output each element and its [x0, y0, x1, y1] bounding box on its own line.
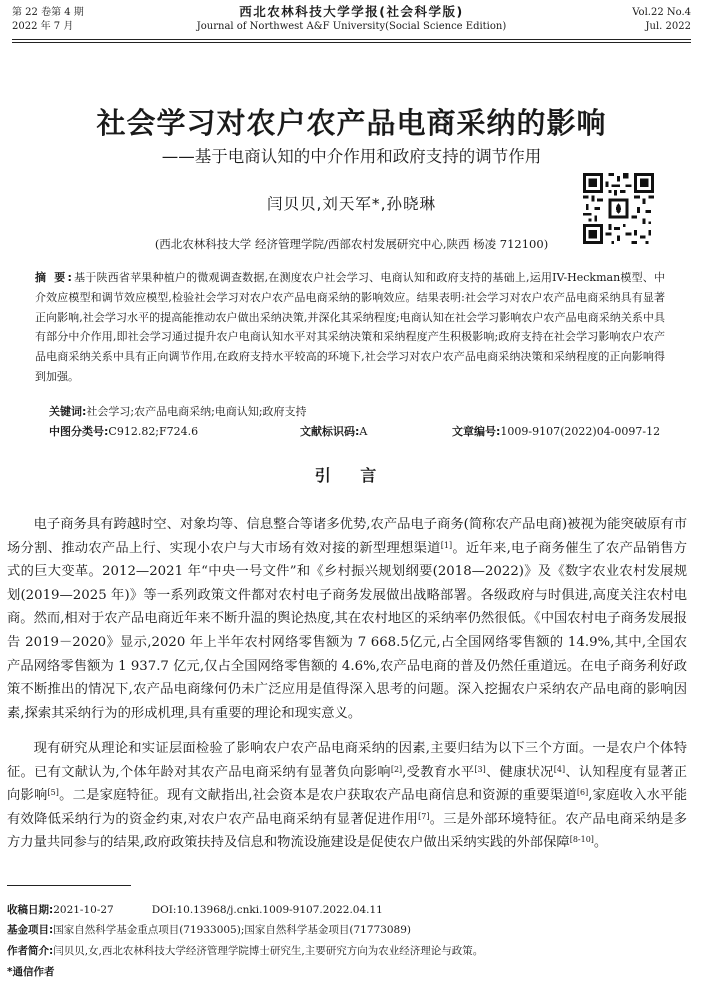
author-affiliation: (西北农林科技大学 经济管理学院/西部农村发展研究中心,陕西 杨凌 712100)	[154, 237, 549, 251]
funding	[7, 923, 697, 938]
received-label: 收稿日期:	[7, 904, 54, 916]
author-bio-value: 闫贝贝,女,西北农林科技大学经济管理学院博士研究生,主要研究方向为农业经济理论与政策。	[53, 945, 484, 957]
section-title: 引 言	[314, 466, 389, 485]
body-text: 、健康状况	[485, 764, 554, 780]
citation: [8-10]	[569, 835, 594, 845]
abstract	[35, 268, 665, 387]
citation: [7]	[418, 811, 430, 821]
doi-value: 10.13968/j.cnki.1009-9107.2022.04.11	[176, 904, 383, 916]
doc-value: A	[359, 425, 368, 438]
abstract-label: 摘 要:	[35, 271, 74, 284]
body-text: 电子商务具有跨越时空、对象均等、信息整合等诸多优势,农产品电子商务(简称农产品电商)被视为能突破原有市场分割、推动农产品上行、实现小农户与大市场有效对接的新型理想渠道	[7, 517, 687, 556]
header-rule-thin	[12, 42, 691, 43]
body-text: ,受教育水平	[402, 764, 475, 780]
citation: [3]	[474, 764, 486, 774]
body-text: 现有研究从理论和实证层面检验了影响农户农产品电商采纳的因素,主要归结为以下三个方面。一是农户个体特征。已有文献认为,个体年龄对其农产品电商采纳有显著负向影响	[7, 741, 687, 780]
article-authors: 闫贝贝,刘天军*,孙晓琳	[266, 195, 437, 213]
article-id-value: 1009-9107(2022)04-0097-12	[500, 425, 661, 438]
journal-name-en: Journal of Northwest A&F University(Social Science Edition)	[196, 21, 507, 32]
abstract-text: 基于陕西省苹果种植户的微观调查数据,在测度农户社会学习、电商认知和政府支持的基础上,运用IV-Heckman模型、中介效应模型和调节效应模型,检验社会学习对农户农产品电商采纳的影响效应。结果表明:社会学习对农户农产品电商采纳具有显著正向影响,社会学习水平的提高能推动农户做出采纳决策,并深化其采纳程度;电商认知在社会学习影响农户农产品电商采纳关系中具有部分中介作用,即社会学习通过提升农户电商认知水平对其采纳决策和采纳程度产生积极影响;政府支持在社会学习影响农户农产品电商采纳关系中具有正向调节作用,在政府支持水平较高的环境下,社会学习对农户农产品电商采纳决策和采纳程度的正向影响得到加强。	[35, 271, 665, 383]
fund-value: 国家自然科学基金重点项目(71933005);国家自然科学基金项目(71773089)	[53, 924, 412, 936]
citation: [4]	[553, 764, 566, 774]
clc-value: C912.82;F724.6	[108, 425, 199, 438]
corresponding-author	[7, 965, 697, 980]
body-paragraph-2	[7, 737, 687, 855]
received-date	[7, 903, 697, 918]
doc-label: 文献标识码:	[300, 425, 360, 438]
issue-info	[12, 6, 84, 34]
body-text: 。近年来,电子商务催生了农产品销售方式的巨大变革。2012—2021 年“中央一号文件”和《乡村振兴规划纲要(2018—2022)》及《数字农业农村发展规划(2019—2025 年)》等一系列政策文件都对农村电子商务发展做出战略部署。各级政府与时俱进,高度关注农村电商。然而,相对于农产品电商近年来不断升温的舆论热度,其在农村地区的采纳率仍然很低。《中国农村电子商务发展报告 2019－2020》显示,2020 年上半年农村网络零售额为 7 668.5亿元,占全国网络零售额的 14.9%,其中,全国农产品网络零售额为 1 937.7 亿元,仅占全国网络零售额的 4.6%,农产品电商的普及仍然任重道远。在电子商务利好政策不断推出的情况下,农产品电商缘何仍未广泛应用是值得深入思考的问题。深入挖掘农户采纳农产品电商的影响因素,探索其采纳行为的形成机理,具有重要的理论和现实意义。	[7, 540, 688, 721]
received-value: 2021-10-27	[53, 904, 114, 916]
corresponding-label: *通信作者	[7, 966, 55, 978]
body-text: 、认知程度有显著正向影响	[7, 764, 688, 804]
body-paragraph-1	[7, 513, 687, 725]
author-bio	[7, 944, 697, 959]
keywords-text: 社会学习;农产品电商采纳;电商认知;政府支持	[86, 405, 307, 418]
body-text: 。二是家庭特征。现有文献指出,社会资本是农户获取农产品电商信息和资源的重要渠道	[58, 788, 577, 804]
citation: [6]	[576, 788, 589, 798]
author-bio-label: 作者简介:	[7, 945, 54, 957]
article-number	[452, 423, 660, 441]
citation: [1]	[440, 540, 453, 550]
article-id-label: 文章编号:	[452, 425, 501, 438]
doi-label: DOI:	[151, 904, 177, 916]
citation: [5]	[47, 788, 59, 798]
footnote-rule	[7, 885, 131, 886]
article-subtitle: ——基于电商认知的中介作用和政府支持的调节作用	[161, 147, 542, 166]
journal-header	[150, 4, 553, 34]
citation: [2]	[390, 764, 403, 774]
fund-label: 基金项目:	[7, 924, 54, 936]
document-code	[300, 423, 367, 441]
body-text: ,家庭收入水平能有效降低采纳行为的资金约束,对农户农产品电商采纳有显著促进作用	[7, 788, 687, 827]
clc-label: 中图分类号:	[49, 425, 109, 438]
volume-en: Vol.22 No.4	[632, 7, 691, 18]
keywords	[49, 403, 307, 421]
issue-info-en	[632, 6, 691, 34]
clc-number	[49, 423, 198, 441]
date-en: Jul. 2022	[645, 21, 691, 32]
issue-date: 2022 年 7 月	[12, 21, 74, 32]
journal-name-cn: 西北农林科技大学学报(社会科学版)	[239, 4, 464, 19]
issue-volume: 第 22 卷第 4 期	[12, 7, 84, 18]
qr-code-icon	[583, 172, 654, 245]
body-text: 。	[593, 835, 608, 851]
header-rule	[12, 39, 691, 40]
keywords-label: 关键词:	[49, 405, 87, 418]
body-text: 。三是外部环境特征。农产品电商采纳是多方力量共同参与的结果,政府政策扶持及信息和物流设施建设是促使农户做出采纳实践的外部保障	[7, 811, 688, 851]
article-title: 社会学习对农户农产品电商采纳的影响	[96, 106, 607, 140]
